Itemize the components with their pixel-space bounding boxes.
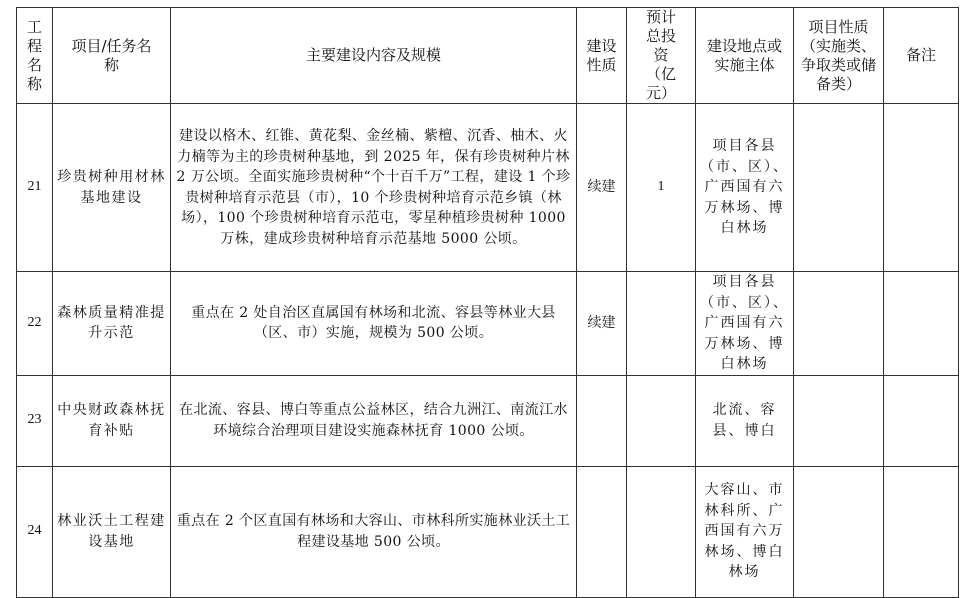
cell-name: 森林质量精准提升示范 bbox=[53, 272, 171, 376]
cell-investment bbox=[627, 272, 696, 376]
cell-nature bbox=[577, 466, 627, 597]
cell-name: 中央财政森林抚育补贴 bbox=[53, 375, 171, 466]
cell-investment bbox=[627, 375, 696, 466]
cell-type bbox=[794, 104, 884, 272]
header-row bbox=[17, 8, 959, 104]
header-location: 建设地点或实施主体 bbox=[696, 8, 794, 104]
header-content: 主要建设内容及规模 bbox=[171, 8, 577, 104]
cell-remark bbox=[884, 375, 959, 466]
cell-location: 北流、容县、博白 bbox=[696, 375, 794, 466]
cell-location: 项目各县（市、区）、广西国有六万林场、博白林场 bbox=[696, 104, 794, 272]
header-no: 工程名称 bbox=[17, 8, 53, 104]
cell-remark bbox=[884, 104, 959, 272]
table-row bbox=[17, 272, 959, 376]
cell-nature: 续建 bbox=[577, 272, 627, 376]
project-table bbox=[16, 7, 959, 598]
table-row bbox=[17, 466, 959, 597]
cell-name: 珍贵树种用材林基地建设 bbox=[53, 104, 171, 272]
cell-type bbox=[794, 375, 884, 466]
header-investment: 预计总投资（亿元） bbox=[627, 8, 696, 104]
cell-name: 林业沃土工程建设基地 bbox=[53, 466, 171, 597]
header-type: 项目性质（实施类、争取类或储备类） bbox=[794, 8, 884, 104]
header-name: 项目/任务名称 bbox=[53, 8, 171, 104]
cell-location: 大容山、市林科所、广西国有六万林场、博白林场 bbox=[696, 466, 794, 597]
cell-content: 重点在 2 处自治区直属国有林场和北流、容县等林业大县（区、市）实施，规模为 500 公顷。 bbox=[171, 272, 577, 376]
cell-no: 23 bbox=[17, 375, 53, 466]
cell-location: 项目各县（市、区）、广西国有六万林场、博白林场 bbox=[696, 272, 794, 376]
header-nature: 建设性质 bbox=[577, 8, 627, 104]
cell-nature: 续建 bbox=[577, 104, 627, 272]
table-row bbox=[17, 375, 959, 466]
cell-type bbox=[794, 272, 884, 376]
cell-no: 22 bbox=[17, 272, 53, 376]
header-remark: 备注 bbox=[884, 8, 959, 104]
cell-investment bbox=[627, 466, 696, 597]
cell-remark bbox=[884, 272, 959, 376]
cell-no: 24 bbox=[17, 466, 53, 597]
cell-content: 重点在 2 个区直国有林场和大容山、市林科所实施林业沃土工程建设基地 500 公顷。 bbox=[171, 466, 577, 597]
cell-investment: 1 bbox=[627, 104, 696, 272]
cell-remark bbox=[884, 466, 959, 597]
cell-type bbox=[794, 466, 884, 597]
cell-no: 21 bbox=[17, 104, 53, 272]
table-row bbox=[17, 104, 959, 272]
cell-content: 在北流、容县、博白等重点公益林区，结合九洲江、南流江水环境综合治理项目建设实施森林抚育 1000 公顷。 bbox=[171, 375, 577, 466]
cell-content: 建设以格木、红锥、黄花梨、金丝楠、紫檀、沉香、柚木、火力楠等为主的珍贵树种基地，到 2025 年，保有珍贵树种片林 2 万公顷。全面实施珍贵树种“个十百千万”工程，建设 1 个珍贵树种培育示范县（市），10 个珍贵树种培育示范乡镇（林场），100 个珍贵树种培育示范屯，零星种植珍贵树种 1000 万株，建成珍贵树种培育示范基地 5000 公顷。 bbox=[171, 104, 577, 272]
cell-nature bbox=[577, 375, 627, 466]
